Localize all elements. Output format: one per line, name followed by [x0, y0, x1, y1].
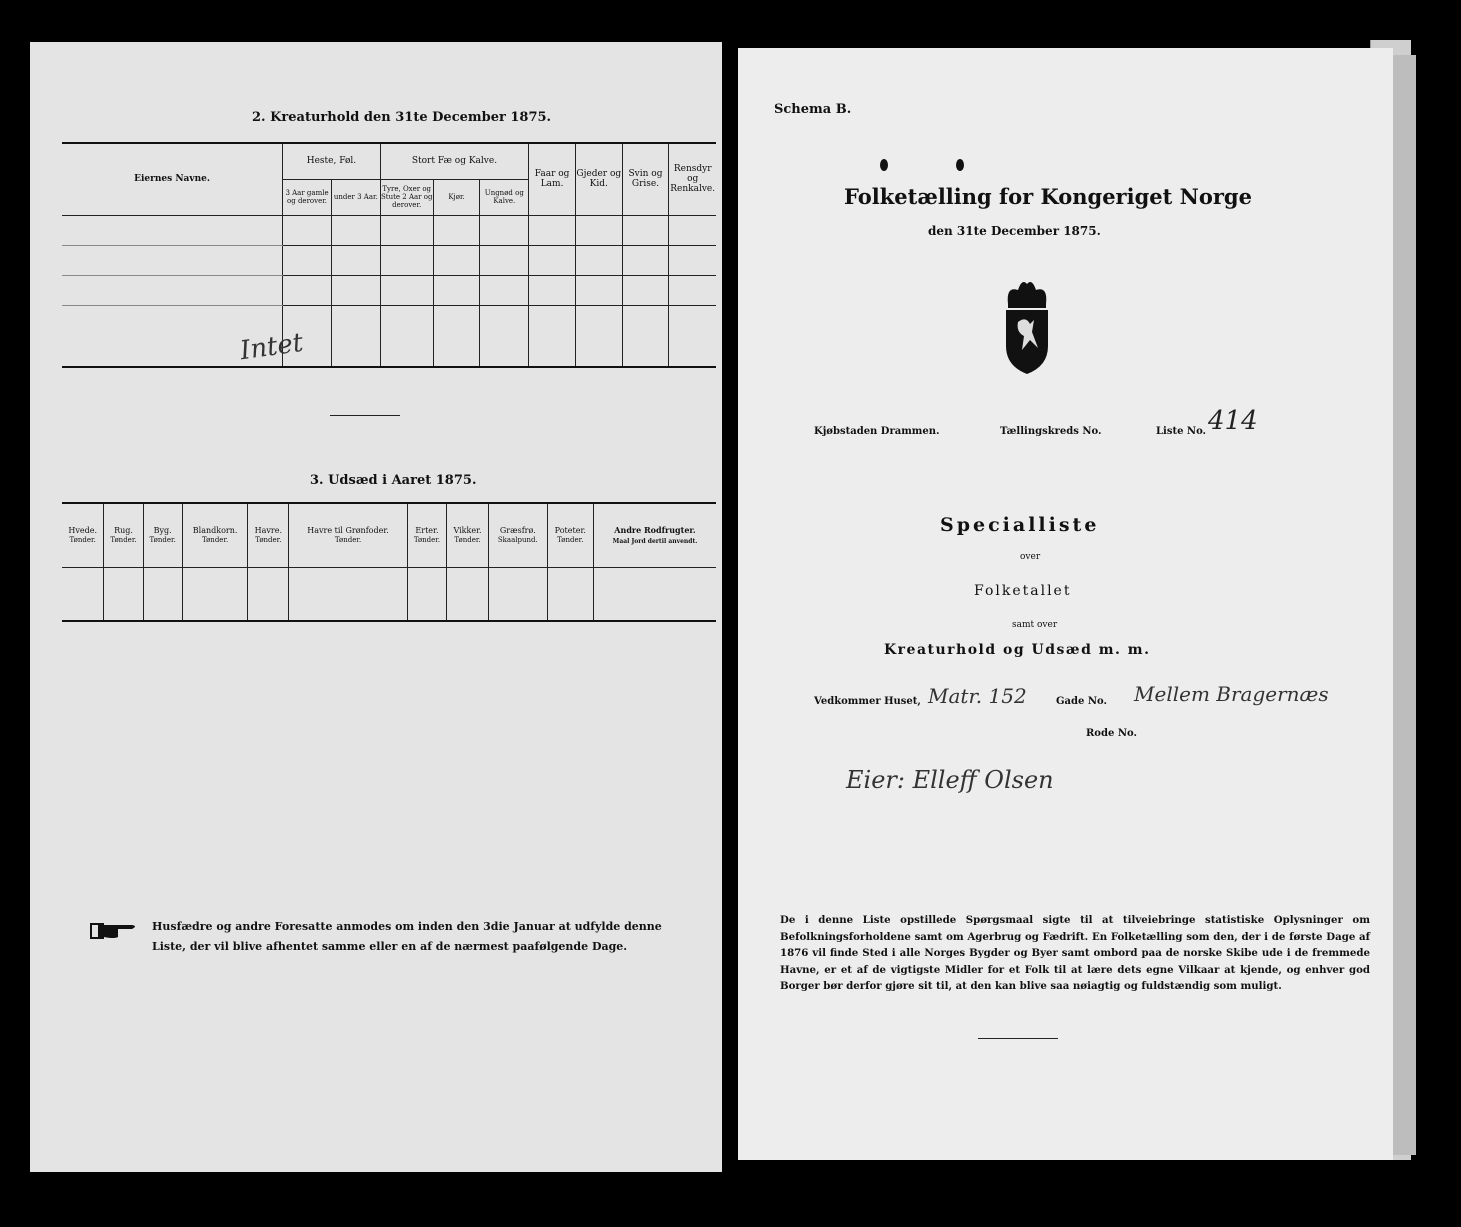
kreatur-handwriting: Intet [238, 327, 306, 367]
left-page [30, 42, 722, 1172]
udsaed-table [62, 502, 716, 622]
header-svin: Svin og Grise. [622, 143, 669, 215]
street-handwriting: Mellem Bragernæs [1134, 682, 1329, 706]
col-unit: Tønder. [413, 536, 441, 545]
right-page [738, 48, 1393, 1160]
header-gjeder: Gjeder og Kid. [575, 143, 622, 215]
section3-title: 3. Udsæd i Aaret 1875. [310, 473, 477, 488]
header-heste-sub2: under 3 Aar. [331, 179, 380, 215]
header-stort: Stort Fæ og Kalve. [380, 143, 528, 179]
gade-label: Gade No. [1056, 696, 1107, 707]
header-owner: Eiernes Navne. [62, 143, 283, 215]
udsaed-col-gronfoder [289, 503, 408, 567]
divider [330, 415, 400, 416]
vedkommer-label: Vedkommer Huset, [814, 696, 921, 707]
info-paragraph: De i denne Liste opstillede Spørgsmaal sigte til at tilveiebringe statistiske Oplysninger om Befolkningsforholdene samt om Agerbrug og Fædrift. En Folketælling som den, der i de første Dage af 1876 vil finde Sted i alle Norges Bygder og Byer samt ombord paa de norske Skibe ude i de fremmede Havne, er et af de vigtigste Midler for et Folk til at lære dets egne Vilkaar at kjende, og enhver god Borger bør derfor gjøre sit til, at den kan blive saa nøiagtig og fuldstændig som muligt. [780, 914, 1370, 992]
col-name: Havre. [254, 526, 283, 536]
col-name: Vikker. [453, 526, 482, 536]
col-unit: Maal Jord dertil anvendt. [612, 538, 698, 546]
section2-title: 2. Kreaturhold den 31te December 1875. [252, 110, 552, 125]
col-unit: Skaalpund. [497, 536, 538, 545]
header-stort-sub1: Tyre, Oxer og Stute 2 Aar og derover. [380, 179, 433, 215]
liste-label: Liste No. [1156, 426, 1207, 437]
pointing-hand-icon [88, 917, 140, 943]
udsaed-col-byg [143, 503, 182, 567]
udsaed-col-poteter [547, 503, 593, 567]
udsaed-col-havre [248, 503, 289, 567]
col-unit: Tønder. [334, 536, 362, 545]
udsaed-col-erter [407, 503, 446, 567]
header-rensdyr: Rensdyr og Renkalve. [669, 143, 716, 215]
col-unit: Tønder. [149, 536, 176, 545]
header-heste: Heste, Føl. [283, 143, 381, 179]
col-name: Rug. [114, 526, 133, 536]
rode-label: Rode No. [1086, 728, 1137, 739]
header-faar: Faar og Lam. [529, 143, 576, 215]
col-unit: Tønder. [110, 536, 137, 545]
ink-dot [956, 159, 964, 171]
col-name: Græsfrø. [499, 526, 536, 536]
house-handwriting: Matr. 152 [928, 684, 1027, 708]
divider [978, 1038, 1058, 1039]
schema-label: Schema B. [774, 102, 852, 117]
col-unit: Tønder. [557, 536, 584, 545]
col-unit: Tønder. [69, 536, 96, 545]
udsaed-col-rodfrugter [594, 503, 717, 567]
col-name: Blandkorn. [192, 526, 238, 536]
udsaed-col-blandkorn [182, 503, 248, 567]
kreaturhold-table [62, 142, 716, 368]
col-unit: Tønder. [255, 536, 282, 545]
col-name: Hvede. [68, 526, 98, 536]
owner-handwriting: Eier: Elleff Olsen [846, 766, 1054, 794]
udsaed-col-hvede [62, 503, 104, 567]
page-edge [1390, 55, 1416, 1155]
main-title: Folketælling for Kongeriget Norge [844, 184, 1252, 209]
col-name: Byg. [153, 526, 172, 536]
kreatur-udsaed-label: Kreaturhold og Udsæd m. m. [884, 642, 1151, 658]
col-name: Erter. [415, 526, 439, 536]
header-stort-sub3: Ungnød og Kalve. [480, 179, 529, 215]
ink-dot [880, 159, 888, 171]
liste-number: 414 [1208, 406, 1258, 436]
col-name: Havre til Grønfoder. [307, 526, 389, 536]
header-heste-sub1: 3 Aar gamle og derover. [283, 179, 332, 215]
kjobstad-label: Kjøbstaden Drammen. [814, 426, 940, 437]
coat-of-arms-icon [1000, 276, 1054, 376]
notice-text: Husfædre og andre Foresatte anmodes om inden den 3die Januar at udfylde denne Liste, der vil blive afhentet samme eller en af de nærmest paafølgende Dage. [152, 920, 662, 953]
over-label: over [1020, 552, 1041, 562]
udsaed-col-vikker [447, 503, 489, 567]
udsaed-col-graesfro [488, 503, 547, 567]
header-stort-sub2: Kjør. [433, 179, 480, 215]
udsaed-col-rug [104, 503, 143, 567]
census-date: den 31te December 1875. [928, 224, 1101, 238]
folketallet-label: Folketallet [974, 583, 1072, 599]
col-unit: Tønder. [454, 536, 481, 545]
col-name: Andre Rodfrugter. [614, 525, 696, 536]
kreds-label: Tællingskreds No. [1000, 426, 1102, 437]
samt-over-label: samt over [1012, 620, 1058, 630]
col-name: Poteter. [554, 526, 586, 536]
specialliste-title: Specialliste [940, 514, 1100, 536]
col-unit: Tønder. [201, 536, 229, 545]
